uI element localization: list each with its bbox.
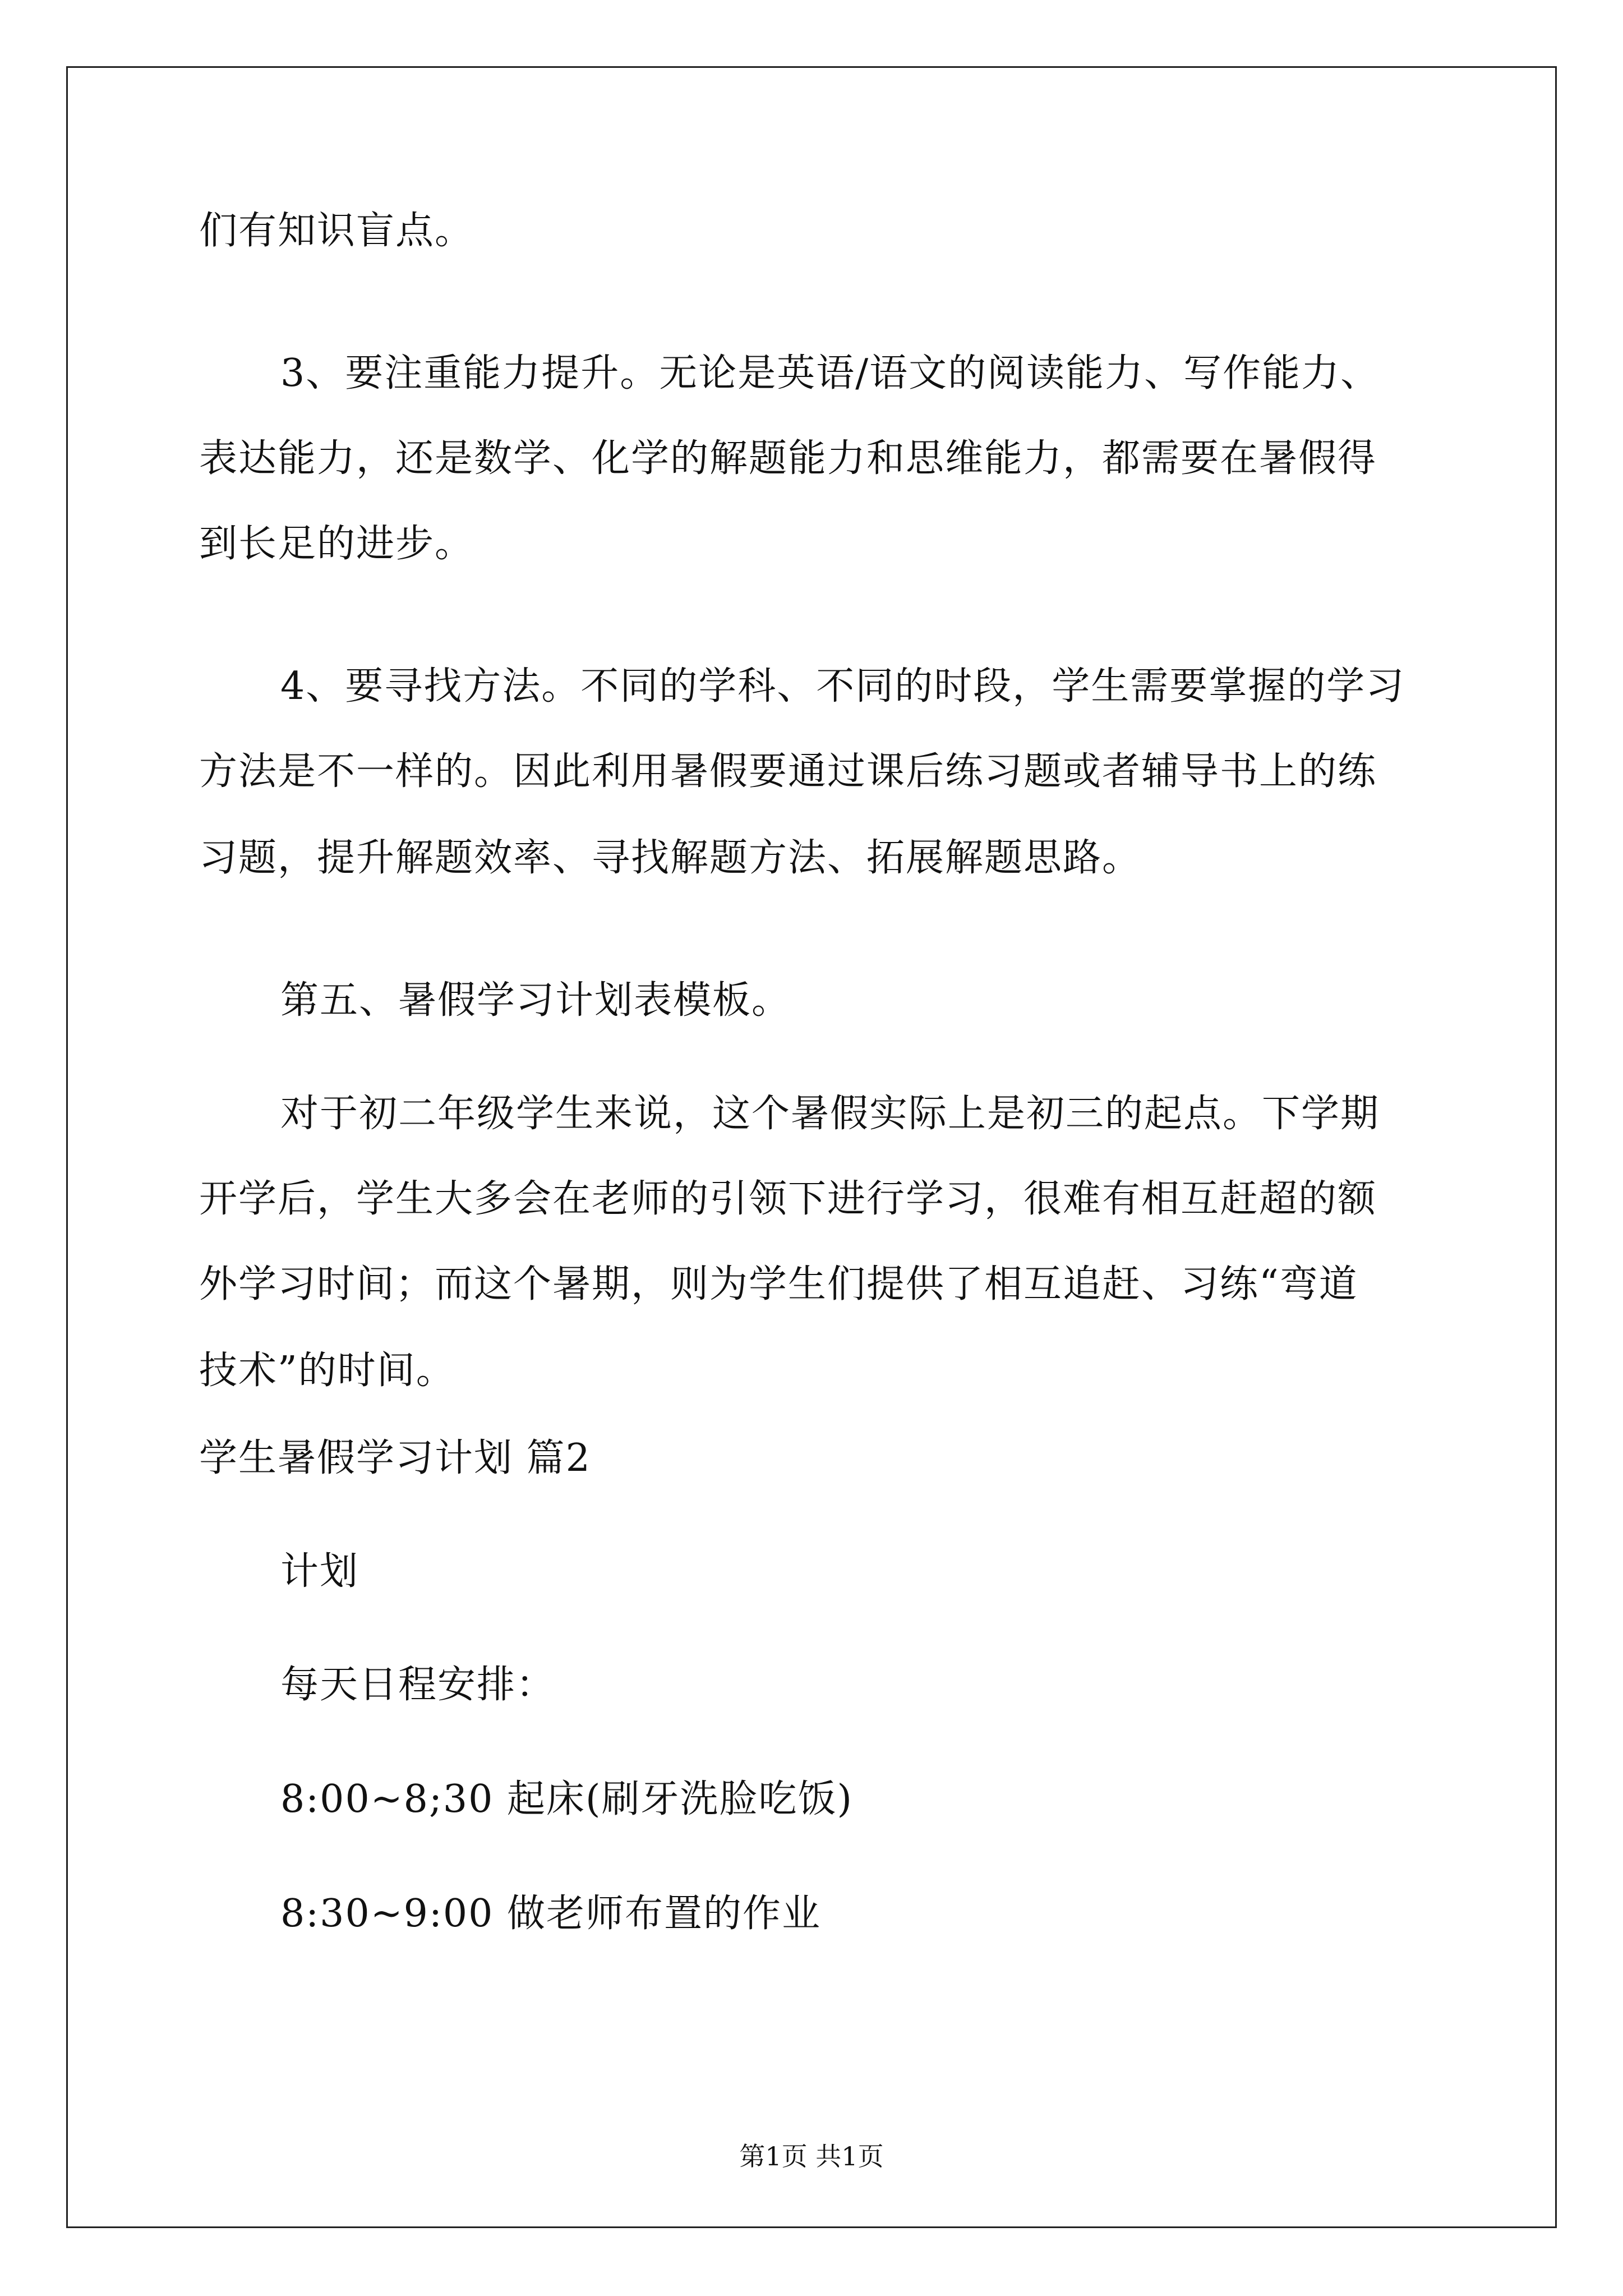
- section-heading: 第五、暑假学习计划表模板。: [280, 978, 791, 1023]
- schedule-item: 8:30~9:00 做老师布置的作业: [280, 1892, 821, 1936]
- paragraph-line: 外学习时间；而这个暑期，则为学生们提供了相互追赶、习练“弯道: [199, 1262, 1358, 1306]
- paragraph-line: 开学后，学生大多会在老师的引领下进行学习，很难有相互赶超的额: [199, 1177, 1377, 1221]
- schedule-heading: 每天日程安排：: [280, 1663, 556, 1707]
- paragraph-line: 方法是不一样的。因此利用暑假要通过课后练习题或者辅导书上的练: [199, 749, 1377, 794]
- page-number-footer: 第1页 共1页: [739, 2141, 884, 2171]
- paragraph-line: 到长足的进步。: [199, 522, 474, 566]
- article-title: 学生暑假学习计划 篇2: [199, 1436, 591, 1480]
- paragraph-line: 4、要寻找方法。不同的学科、不同的时段，学生需要掌握的学习: [280, 664, 1405, 708]
- paragraph-line: 习题，提升解题效率、寻找解题方法、拓展解题思路。: [199, 836, 1142, 880]
- paragraph-line: 3、要注重能力提升。无论是英语/语文的阅读能力、写作能力、: [280, 351, 1380, 395]
- paragraph-line: 技术”的时间。: [199, 1349, 455, 1393]
- paragraph-line: 表达能力，还是数学、化学的解题能力和思维能力，都需要在暑假得: [199, 436, 1377, 481]
- paragraph-line: 对于初二年级学生来说，这个暑假实际上是初三的起点。下学期: [280, 1092, 1380, 1136]
- subheading: 计划: [280, 1549, 359, 1594]
- schedule-item: 8:00~8;30 起床(刷牙洗脸吃饭): [280, 1777, 854, 1821]
- paragraph-line: 们有知识盲点。: [199, 209, 474, 253]
